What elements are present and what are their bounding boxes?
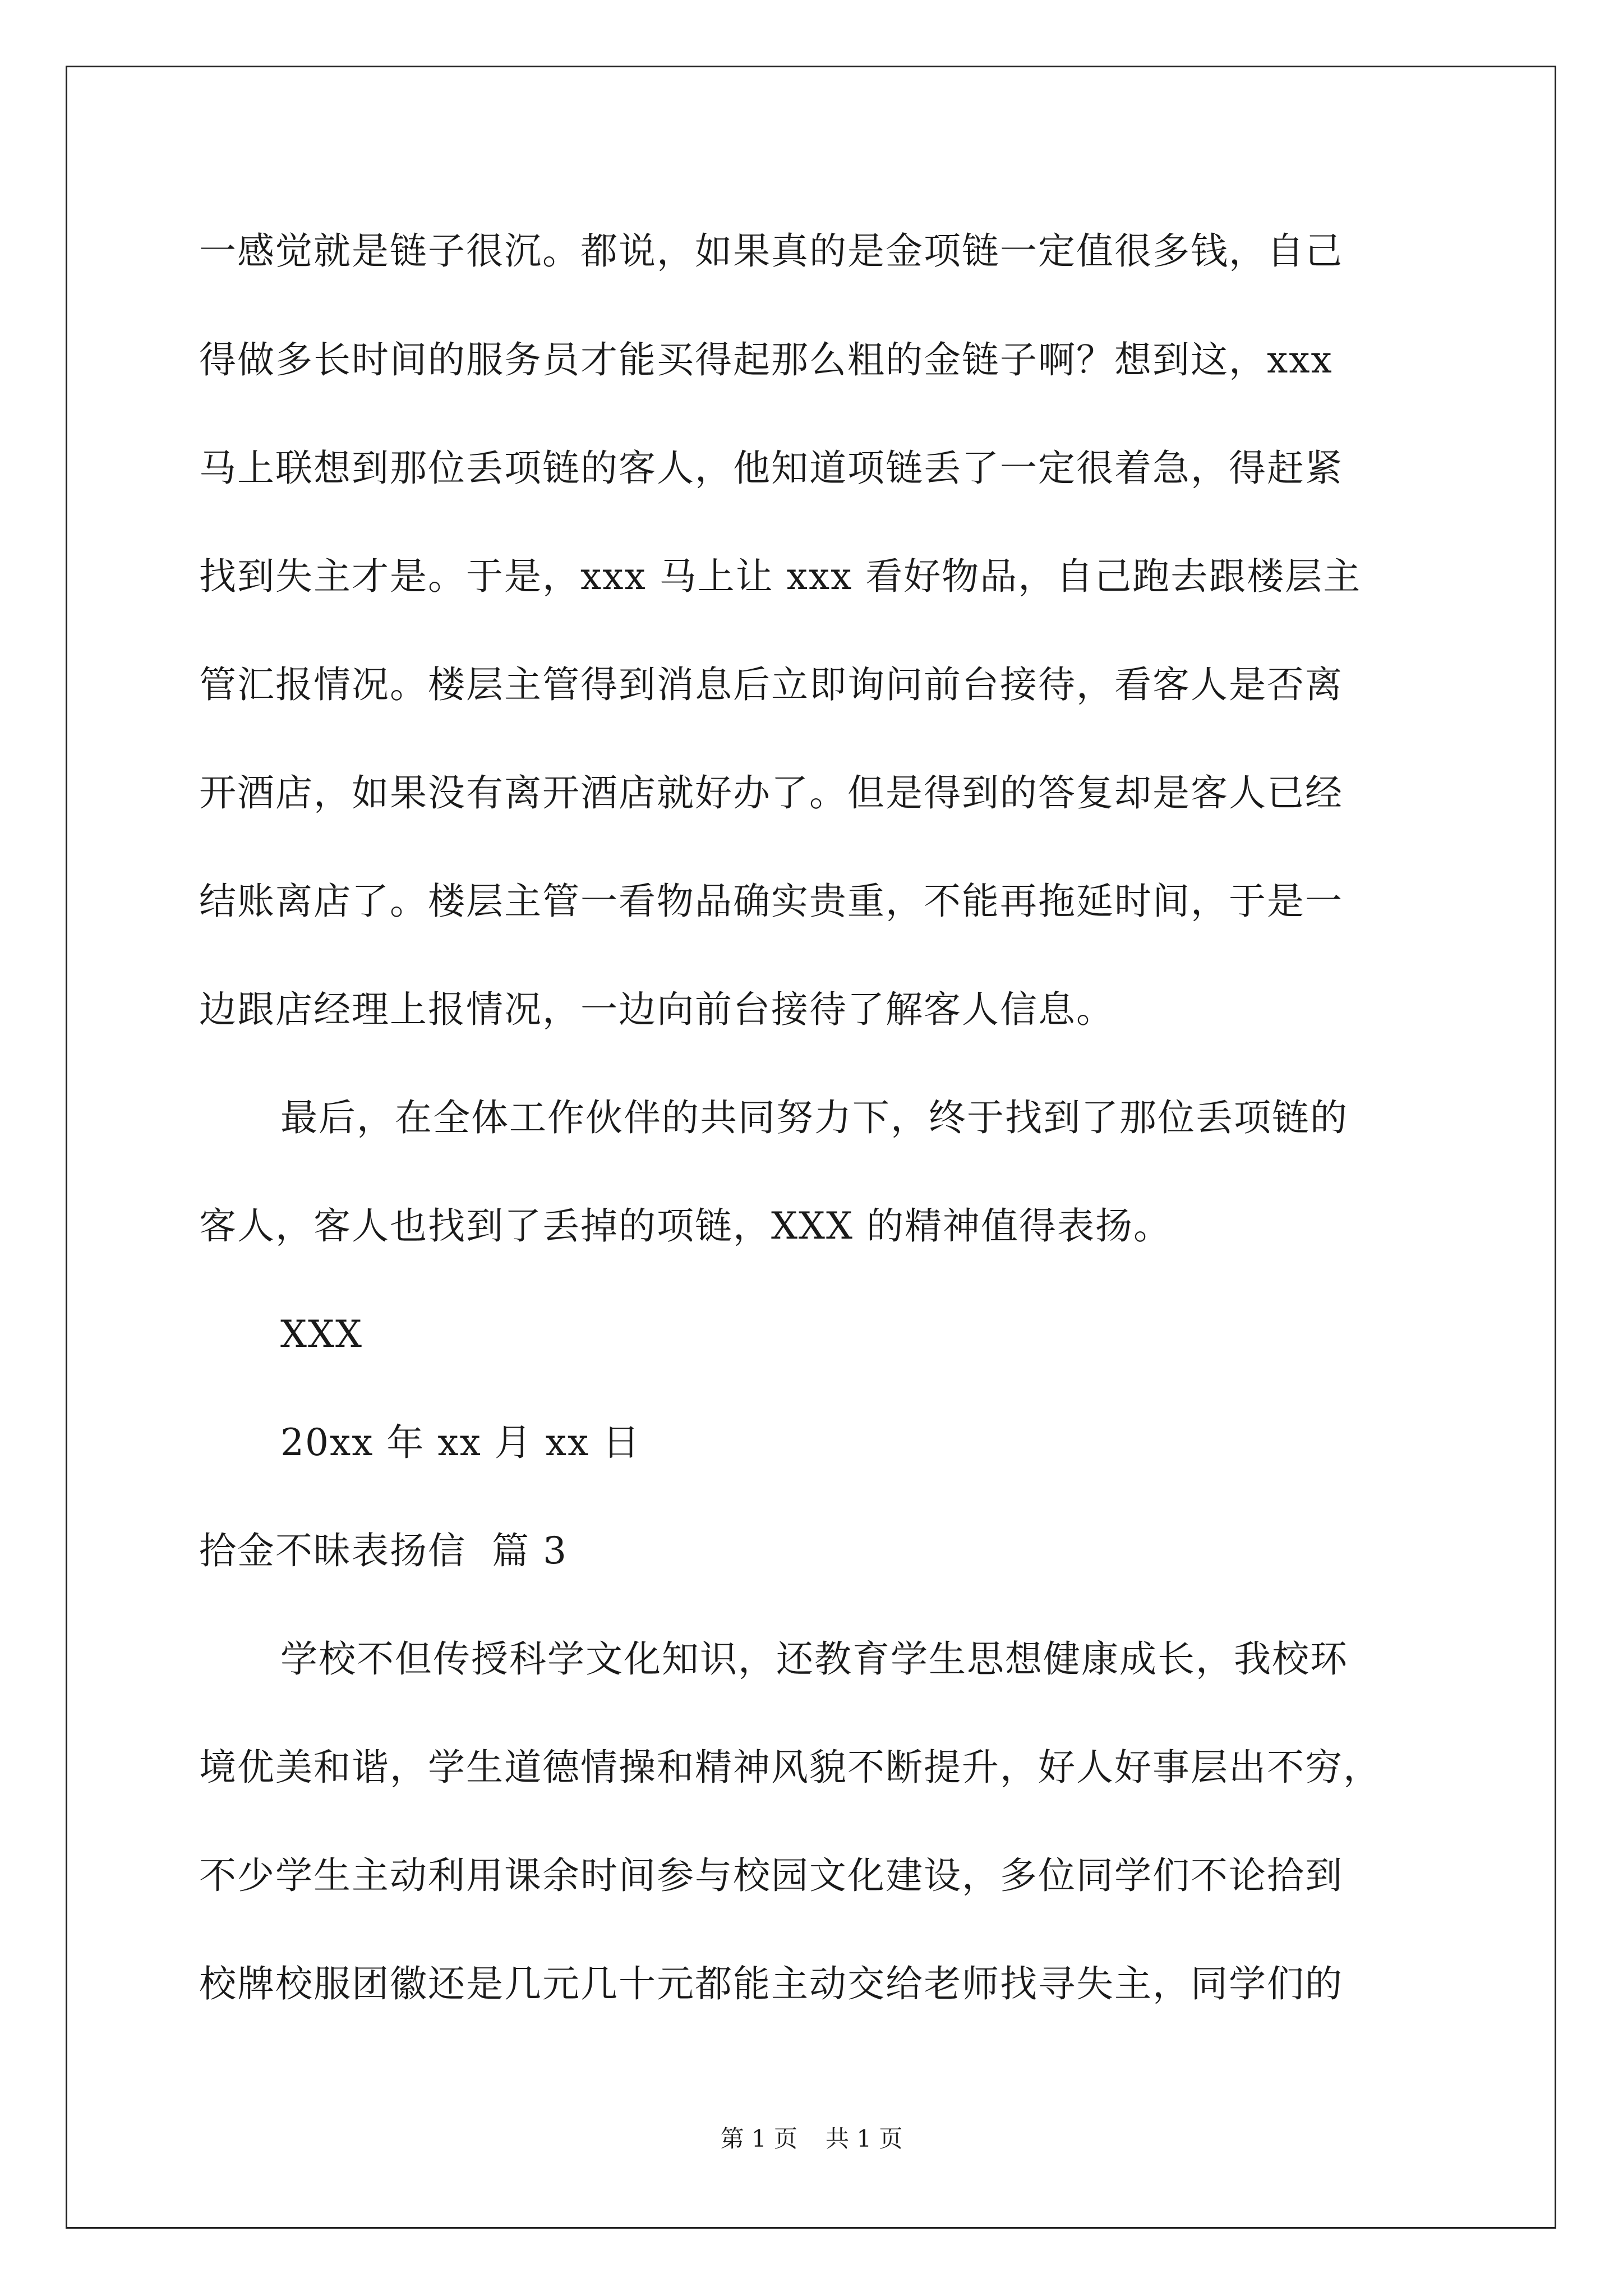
- paragraph-line: 找到失主才是。于是，xxx 马上让 xxx 看好物品，自己跑去跟楼层主: [199, 555, 1362, 598]
- paragraph-line: 境优美和谐，学生道德情操和精神风貌不断提升，好人好事层出不穷，: [199, 1746, 1381, 1789]
- section-heading: 拾金不昧表扬信 篇 3: [199, 1529, 568, 1572]
- paragraph-line: 边跟店经理上报情况，一边向前台接待了解客人信息。: [199, 988, 1114, 1031]
- paragraph-line: 不少学生主动利用课余时间参与校园文化建设，多位同学们不论拾到: [199, 1854, 1343, 1897]
- paragraph-line: 管汇报情况。楼层主管得到消息后立即询问前台接待，看客人是否离: [199, 663, 1343, 706]
- paragraph-line: 马上联想到那位丢项链的客人，他知道项链丢了一定很着急，得赶紧: [199, 447, 1343, 490]
- paragraph-line: 最后，在全体工作伙伴的共同努力下，终于找到了那位丢项链的: [280, 1096, 1348, 1139]
- page-current: 第 1 页: [720, 2125, 797, 2152]
- paragraph-line: 学校不但传授科学文化知识，还教育学生思想健康成长，我校环: [280, 1637, 1348, 1681]
- signature: XXX: [280, 1313, 363, 1356]
- paragraph-line: 校牌校服团徽还是几元几十元都能主动交给老师找寻失主，同学们的: [199, 1962, 1343, 2005]
- page-footer: [0, 2122, 1623, 2156]
- page-border: [66, 66, 1556, 2229]
- paragraph-line: 一感觉就是链子很沉。都说，如果真的是金项链一定值很多钱，自己: [199, 229, 1343, 273]
- paragraph-line: 客人，客人也找到了丢掉的项链，XXX 的精神值得表扬。: [199, 1204, 1172, 1248]
- page-total: 共 1 页: [826, 2125, 903, 2152]
- letter-date: 20xx 年 xx 月 xx 日: [280, 1421, 641, 1464]
- paragraph-line: 得做多长时间的服务员才能买得起那么粗的金链子啊？想到这，xxx: [199, 338, 1333, 381]
- paragraph-line: 结账离店了。楼层主管一看物品确实贵重，不能再拖延时间，于是一: [199, 880, 1343, 923]
- paragraph-line: 开酒店，如果没有离开酒店就好办了。但是得到的答复却是客人已经: [199, 771, 1343, 815]
